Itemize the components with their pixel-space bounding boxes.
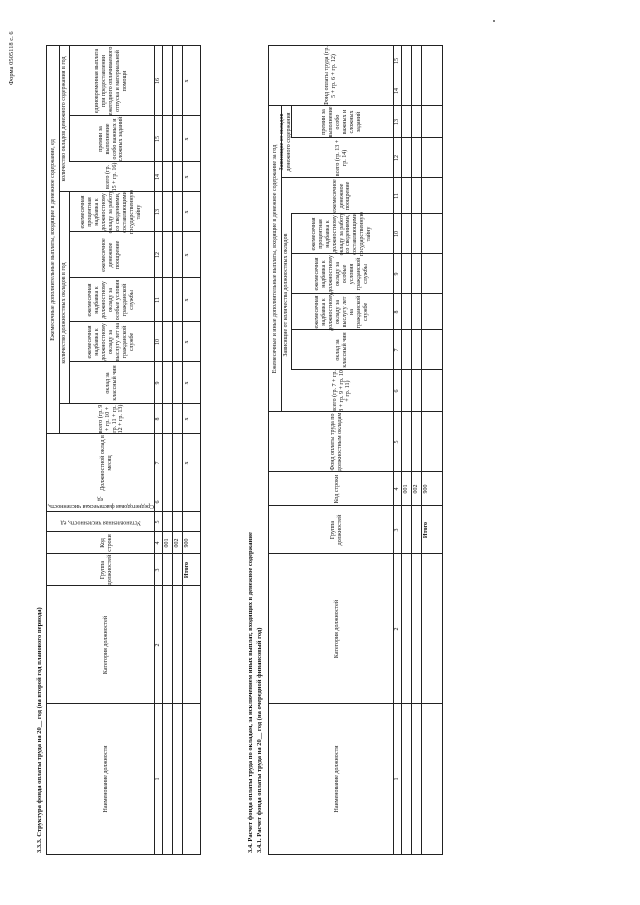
x-mark: x: [183, 175, 190, 179]
x-mark: x: [183, 210, 190, 214]
col-total: всего (гр. 9 + гр. 10 + гр. 11 + гр. 12 + гр. 13): [97, 404, 125, 434]
col-total: всего (гр. 7 + гр. 8 + гр. 9 + гр. 10 + гр. 11): [331, 370, 352, 412]
num: 5: [154, 520, 161, 524]
num: 12: [154, 252, 161, 258]
num: 3: [154, 568, 161, 572]
col-name: Наименование должности: [103, 745, 110, 813]
num: 7: [393, 348, 400, 352]
num: 2: [393, 627, 400, 631]
col-10: ежемесячная надбавка к должностному окладу за выслугу лет на гражданской службе: [87, 322, 135, 362]
section-subtitle: 3.4.1. Расчет фонда оплаты труда на 20__ год (на очередной финансовый год): [256, 627, 263, 853]
x-mark: x: [183, 417, 190, 421]
col-fot: Фонд оплаты труда (гр. 5 + гр. 6 + гр. 12): [324, 46, 337, 106]
col-category: Категория должностей: [333, 599, 340, 659]
col-extra: Ежемесячные дополнительные выплаты, входящие в денежное содержание, ед: [49, 139, 56, 341]
row-code: 900: [183, 538, 190, 548]
section-title: 3.4. Расчет фонда оплаты труда по окладам, за исключением иных выплат, входящих в денежное содержание: [247, 532, 254, 853]
col-by-salary: Зависящие от количества должностных окладов: [282, 233, 289, 357]
salary-fund-table: [268, 45, 443, 855]
x-mark: x: [183, 253, 190, 257]
col-8: ежемесячная надбавка к должностному окладу за выслугу лет на гражданской службе: [314, 293, 369, 331]
row-code: 002: [173, 538, 180, 548]
col-12: ежемесячное денежное поощрение: [101, 238, 121, 272]
num: 5: [393, 440, 400, 444]
col-10: ежемесячная процентная надбавка к должностному окладу за работу со сведениями, составляющими государственную тайну: [310, 211, 373, 257]
col-13: ежемесячная процентная надбавка к должностному окладу за работу со сведениями, составляющими государственную тайну: [80, 189, 142, 235]
num: 14: [154, 174, 161, 180]
num: 8: [393, 310, 400, 314]
col-total2: всего (гр. 13 + гр. 14): [335, 139, 348, 177]
num: 14: [393, 88, 400, 94]
col-7: оклад за классный чин: [335, 332, 348, 368]
col-category: Категория должностей: [103, 615, 110, 675]
x-mark: x: [183, 79, 190, 83]
row-code: 001: [163, 538, 170, 548]
num: 11: [393, 193, 400, 199]
num: 13: [154, 209, 161, 215]
row-code: 002: [412, 484, 419, 494]
num: 8: [154, 417, 161, 421]
col-by-salary: количество должностных окладов в год: [60, 262, 67, 364]
num: 9: [393, 272, 400, 276]
num: 1: [393, 777, 400, 781]
col-11: ежемесячная надбавка к должностному окладу за особые условия гражданской службы: [87, 279, 135, 321]
col-by-content: Зависящие от окладов денежного содержания: [279, 112, 292, 172]
num: 10: [393, 231, 400, 237]
x-mark: x: [183, 137, 190, 141]
col-16: единовременная выплата при предоставлении ежегодного оплачиваемого отпуска и материальной помощи: [94, 46, 128, 116]
num: 6: [154, 500, 161, 504]
col-9: ежемесячная надбавка к должностному окладу за особые условия гражданской службы: [314, 255, 369, 293]
col-code: Код строки: [99, 534, 113, 552]
col-name: Наименование должности: [333, 745, 340, 813]
num: 15: [393, 58, 400, 64]
col-established: Установленная численность, ед: [60, 519, 141, 526]
col-total2: всего (гр. 15 + гр. 16): [104, 162, 118, 192]
num: 4: [393, 487, 400, 491]
num: 12: [393, 155, 400, 161]
col-extra: Ежемесячные и иные дополнительные выплаты, входящие в денежное содержание за год: [271, 144, 278, 374]
col-salary: Должностной оклад в месяц: [99, 435, 113, 491]
num: 11: [154, 297, 161, 303]
num: 1: [154, 777, 161, 781]
num: 9: [154, 381, 161, 385]
num: 13: [393, 119, 400, 125]
section-title: 3.3.3. Структура фонда оплаты труда на 20__ год (на второй год планового периода): [36, 607, 43, 853]
col-13: премии за выполнение особо важных и сложных заданий: [321, 106, 362, 138]
col-9: оклад за классный чин: [104, 365, 118, 401]
row-code: 900: [422, 484, 429, 494]
col-by-content: количество окладов денежного содержания в год: [60, 56, 67, 182]
num: 3: [393, 528, 400, 532]
row-code: 001: [402, 484, 409, 494]
col-code: Код строки: [333, 474, 340, 504]
col-fund: Фонд оплаты труда по должностным окладам: [330, 412, 343, 472]
x-mark: x: [183, 381, 190, 385]
x-mark: x: [183, 298, 190, 302]
col-11: ежемесячное денежное поощрение: [331, 179, 352, 213]
col-average: Среднегодовая фактическая численность, ед: [47, 496, 154, 509]
num: 4: [154, 541, 161, 545]
col-group: Группа должностей: [330, 514, 343, 546]
num: 10: [154, 339, 161, 345]
num: 6: [393, 389, 400, 393]
num: 15: [154, 136, 161, 142]
total-label: Итого: [422, 521, 429, 539]
x-mark: x: [183, 340, 190, 344]
form-code: Форма 0505118 с. 6: [8, 31, 15, 85]
structure-table: [46, 45, 201, 855]
num: 16: [154, 78, 161, 84]
total-label: Итого: [183, 561, 190, 579]
col-15: премии за выполнение особо важных и сложных заданий: [97, 116, 125, 162]
x-mark: x: [183, 461, 190, 465]
scan-speck: [493, 20, 495, 22]
col-group: Группа должностей: [99, 554, 113, 586]
num: 2: [154, 643, 161, 647]
num: 7: [154, 461, 161, 465]
